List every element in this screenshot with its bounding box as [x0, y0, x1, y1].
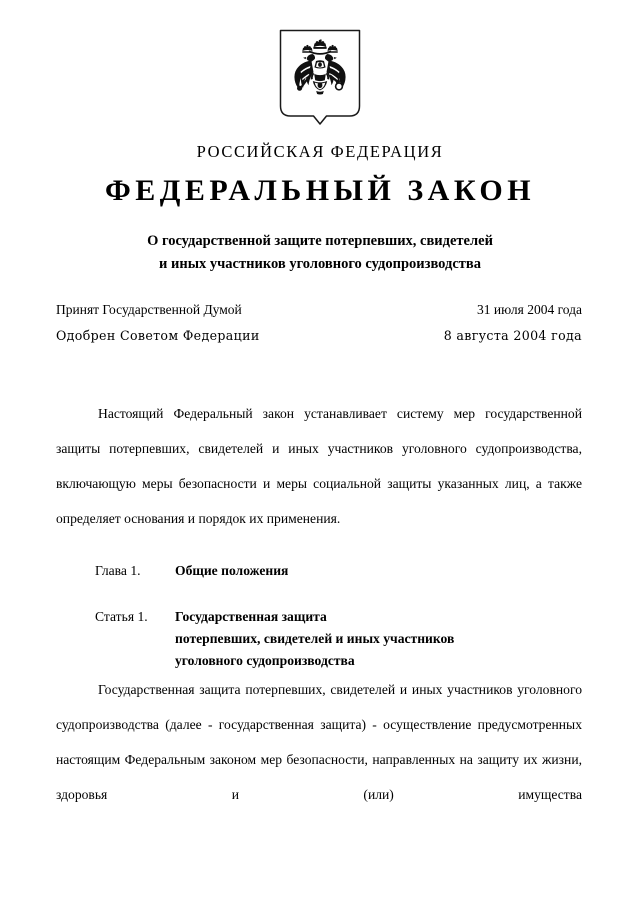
document-title-block [0, 142, 640, 208]
subtitle-line-2: и иных участников уголовного судопроизводства [159, 256, 481, 273]
article-title-line-1: Государственная защита [175, 609, 327, 624]
intro-paragraph: Настоящий Федеральный закон устанавливает систему мер государственной защиты потерпевших, свидетелей и иных участников уголовного судопроизводства, включающую меры безопасности и меры социальной защиты указанных лиц, а также определяет основания и порядок их применения. [56, 406, 582, 526]
subtitle-line-1: О государственной защите потерпевших, свидетелей [147, 233, 493, 249]
chapter-title: Общие положения [175, 563, 289, 578]
coat-of-arms-icon [278, 28, 362, 126]
coat-of-arms-emblem [0, 28, 640, 126]
country-line: РОССИЙСКАЯ ФЕДЕРАЦИЯ [196, 142, 444, 161]
adoption-info [56, 303, 582, 342]
adoption-row-duma [56, 303, 582, 317]
page-title: ФЕДЕРАЛЬНЫЙ ЗАКОН [104, 173, 536, 207]
chapter-heading [56, 560, 582, 582]
article1-body-paragraph: Государственная защита потерпевших, свидетелей и иных участников уголовного судопроизводства (далее - государственная защита) - осуществление предусмотренных настоящим Федеральным законом мер безопасности, направленных на защиту их жизни, здоровья и (или) имущества [56, 682, 582, 802]
document-body [56, 396, 582, 847]
document-subtitle [0, 230, 640, 277]
article-title-line-3: уголовного судопроизводства [175, 653, 355, 668]
approved-by-council-label: Одобрен Советом Федерации [56, 327, 260, 343]
article-label: Статья 1. [95, 609, 148, 624]
article-title-line-2: потерпевших, свидетелей и иных участников [175, 631, 455, 646]
article-heading [56, 606, 582, 672]
article-title [175, 606, 582, 672]
chapter-label: Глава 1. [95, 563, 141, 578]
adopted-by-duma-label: Принят Государственной Думой [56, 302, 242, 317]
adoption-row-federation-council [56, 327, 582, 343]
adopted-by-duma-date: 31 июля 2004 года [477, 302, 582, 317]
approved-by-council-date: 8 августа 2004 года [443, 327, 582, 343]
